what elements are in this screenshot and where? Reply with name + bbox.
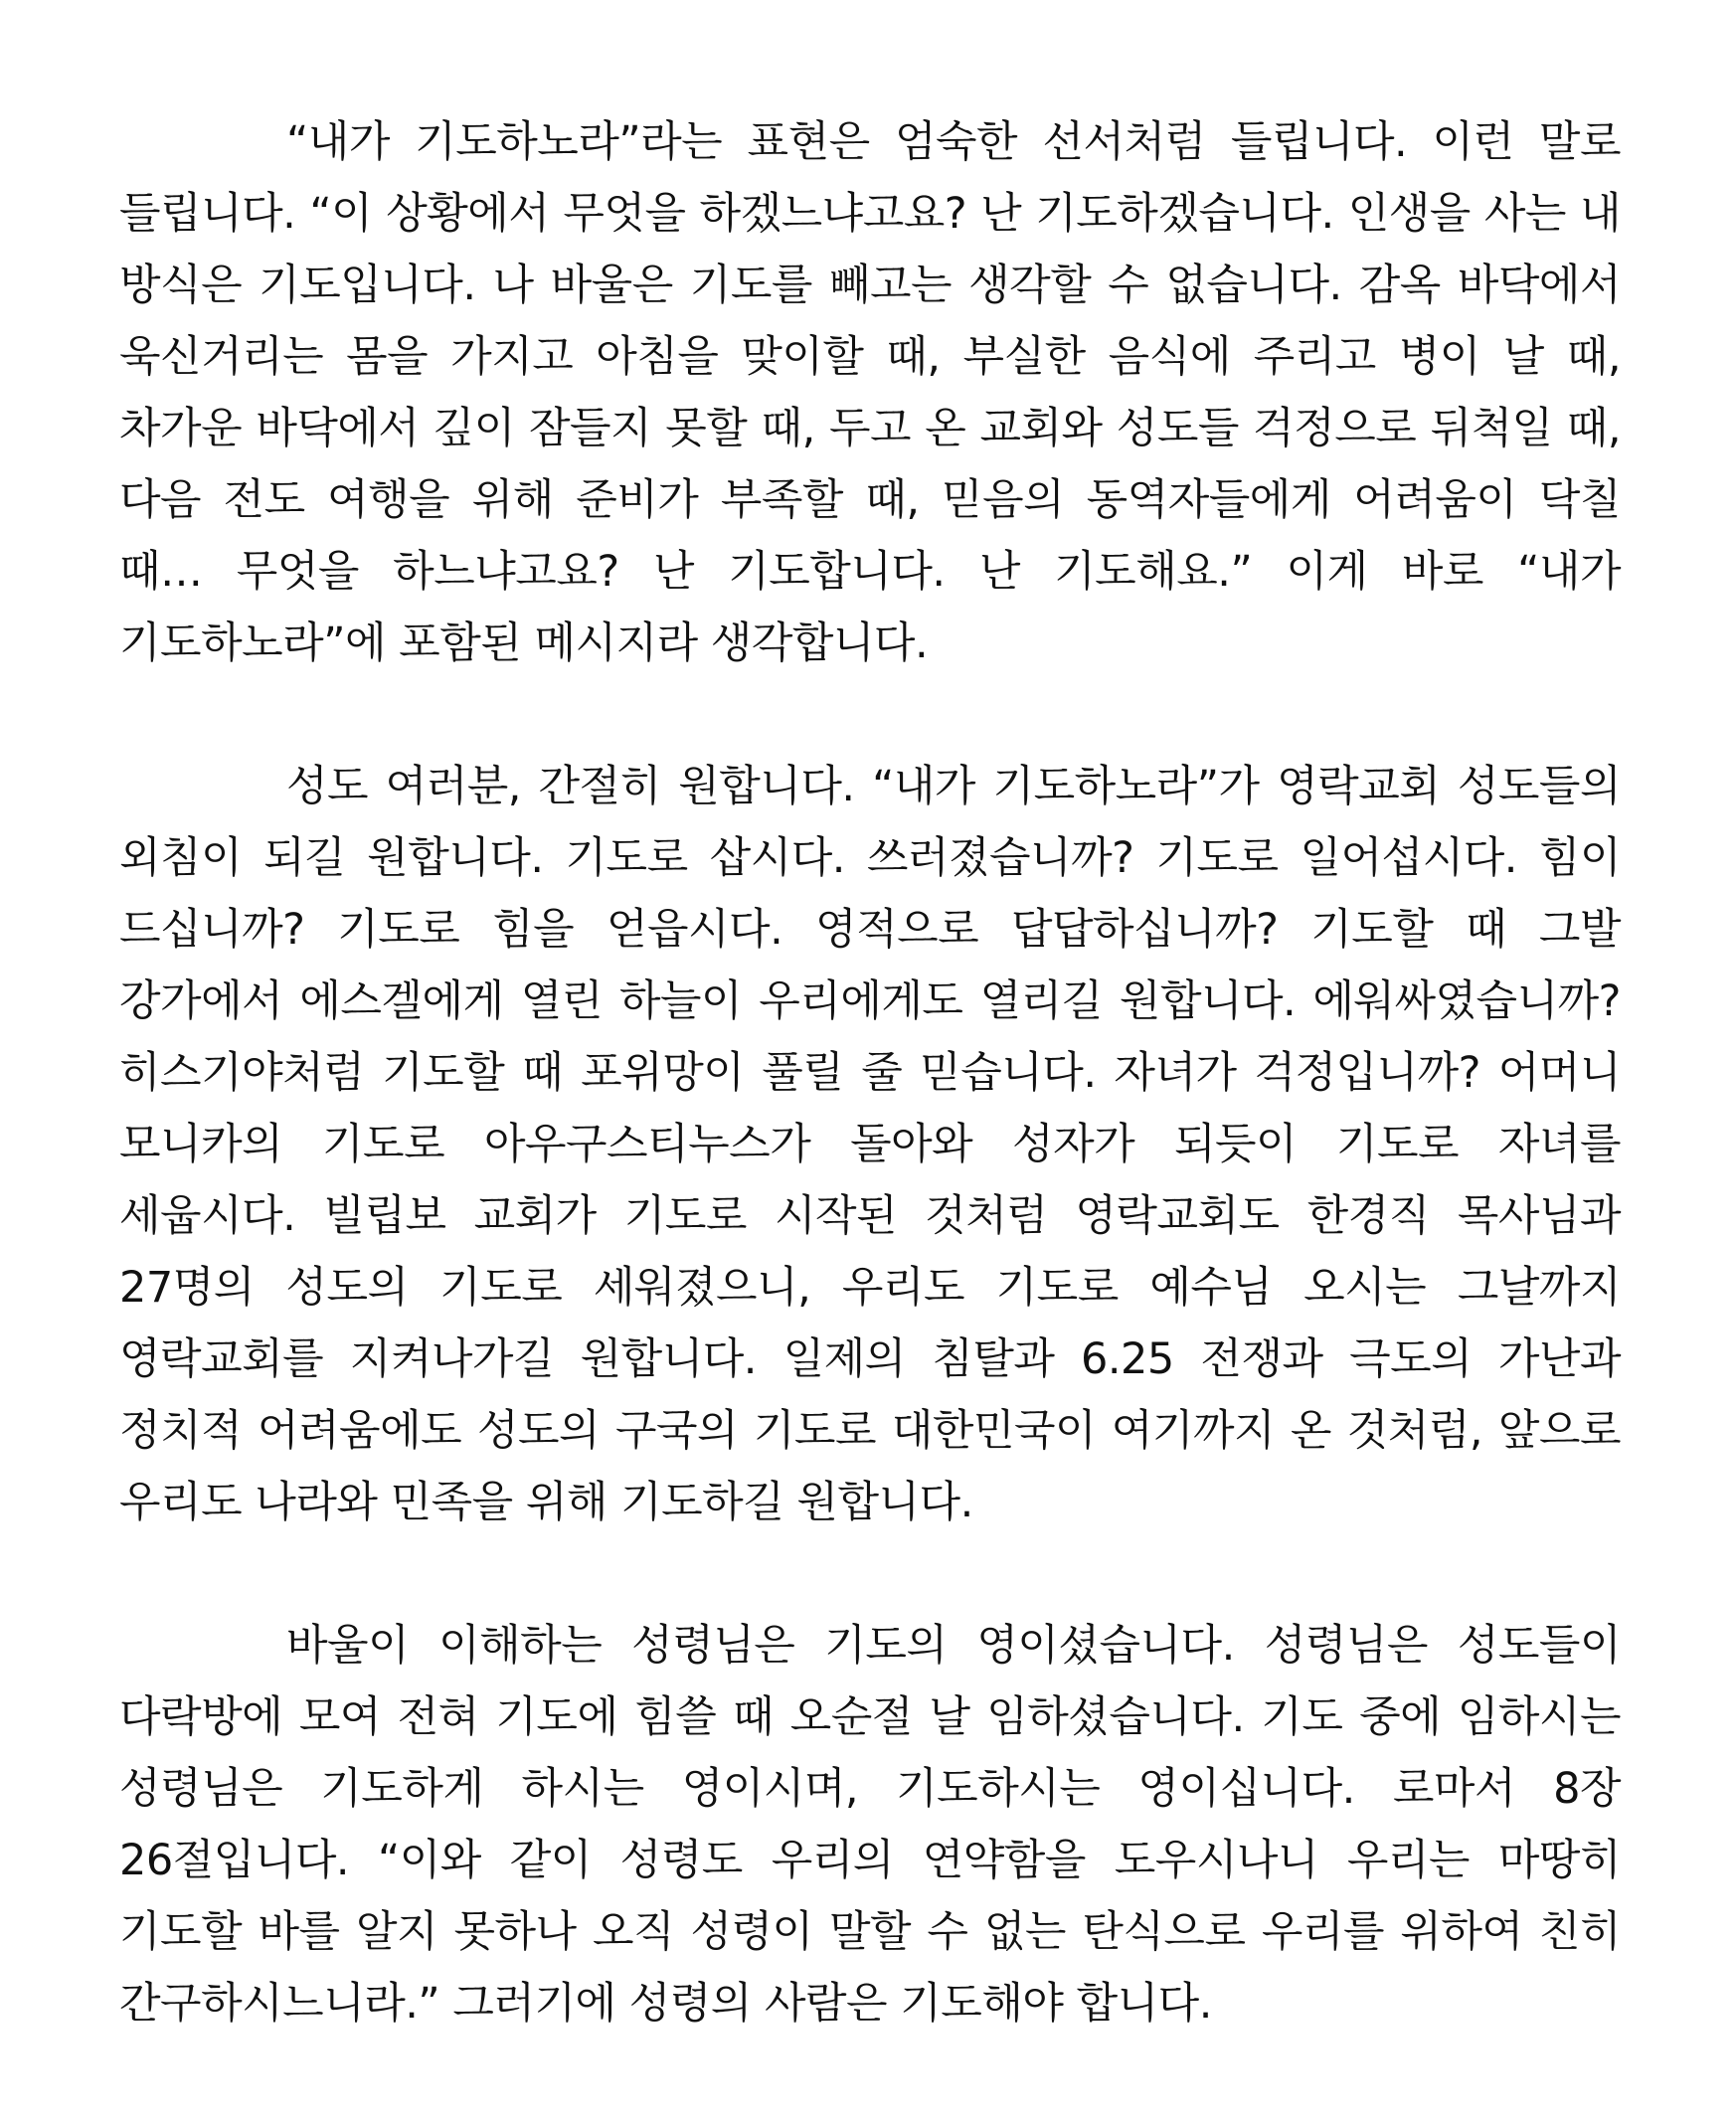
paragraph-church-prayer: 성도 여러분, 간절히 원합니다. “내가 기도하노라”가 영락교회 성도들의 외침이 되길 원합니다. 기도로 삽시다. 쓰러졌습니까? 기도로 일어섭시다. 힘이 드십니까? 기도로 힘을 얻읍시다. 영적으로 답답하십니까? 기도할 때 그발 강가에서 에스겔에게 열린 하늘이 우리에게도 열리길 원합니다. 에워싸였습니까? 히스기야처럼 기도할 때 포위망이 풀릴 줄 믿습니다. 자녀가 걱정입니까? 어머니 모니카의 기도로 아우구스티누스가 돌아와 성자가 되듯이 기도로 자녀를 세웁시다. 빌립보 교회가 기도로 시작된 것처럼 영락교회도 한경직 목사님과 27명의 성도의 기도로 세워졌으니, 우리도 기도로 예수님 오시는 그날까지 영락교회를 지켜나가길 원합니다. 일제의 침탈과 6.25 전쟁과 극도의 가난과 정치적 어려움에도 성도의 구국의 기도로 대한민국이 여기까지 온 것처럼, 앞으로 우리도 나라와 민족을 위해 기도하길 원합니다.: [119, 762, 1621, 1527]
document-page: [119, 106, 1621, 2039]
paragraph-holy-spirit: 바울이 이해하는 성령님은 기도의 영이셨습니다. 성령님은 성도들이 다락방에 모여 전혀 기도에 힘쓸 때 오순절 날 임하셨습니다. 기도 중에 임하시는 성령님은 기도하게 하시는 영이시며, 기도하시는 영이십니다. 로마서 8장 26절입니다. “이와 같이 성령도 우리의 연약함을 도우시나니 우리는 마땅히 기도할 바를 알지 못하나 오직 성령이 말할 수 없는 탄식으로 우리를 위하여 친히 간구하시느니라.” 그러기에 성령의 사람은 기도해야 합니다.: [119, 1621, 1621, 2029]
paragraph-prayer-oath: “내가 기도하노라”라는 표현은 엄숙한 선서처럼 들립니다. 이런 말로 들립니다. “이 상황에서 무엇을 하겠느냐고요? 난 기도하겠습니다. 인생을 사는 내 방식은 기도입니다. 나 바울은 기도를 빼고는 생각할 수 없습니다. 감옥 바닥에서 욱신거리는 몸을 가지고 아침을 맞이할 때, 부실한 음식에 주리고 병이 날 때, 차가운 바닥에서 깊이 잠들지 못할 때, 두고 온 교회와 성도들 걱정으로 뒤척일 때, 다음 전도 여행을 위해 준비가 부족할 때, 믿음의 동역자들에게 어려움이 닥칠 때… 무엇을 하느냐고요? 난 기도합니다. 난 기도해요.” 이게 바로 “내가 기도하노라”에 포함된 메시지라 생각합니다.: [119, 117, 1621, 668]
